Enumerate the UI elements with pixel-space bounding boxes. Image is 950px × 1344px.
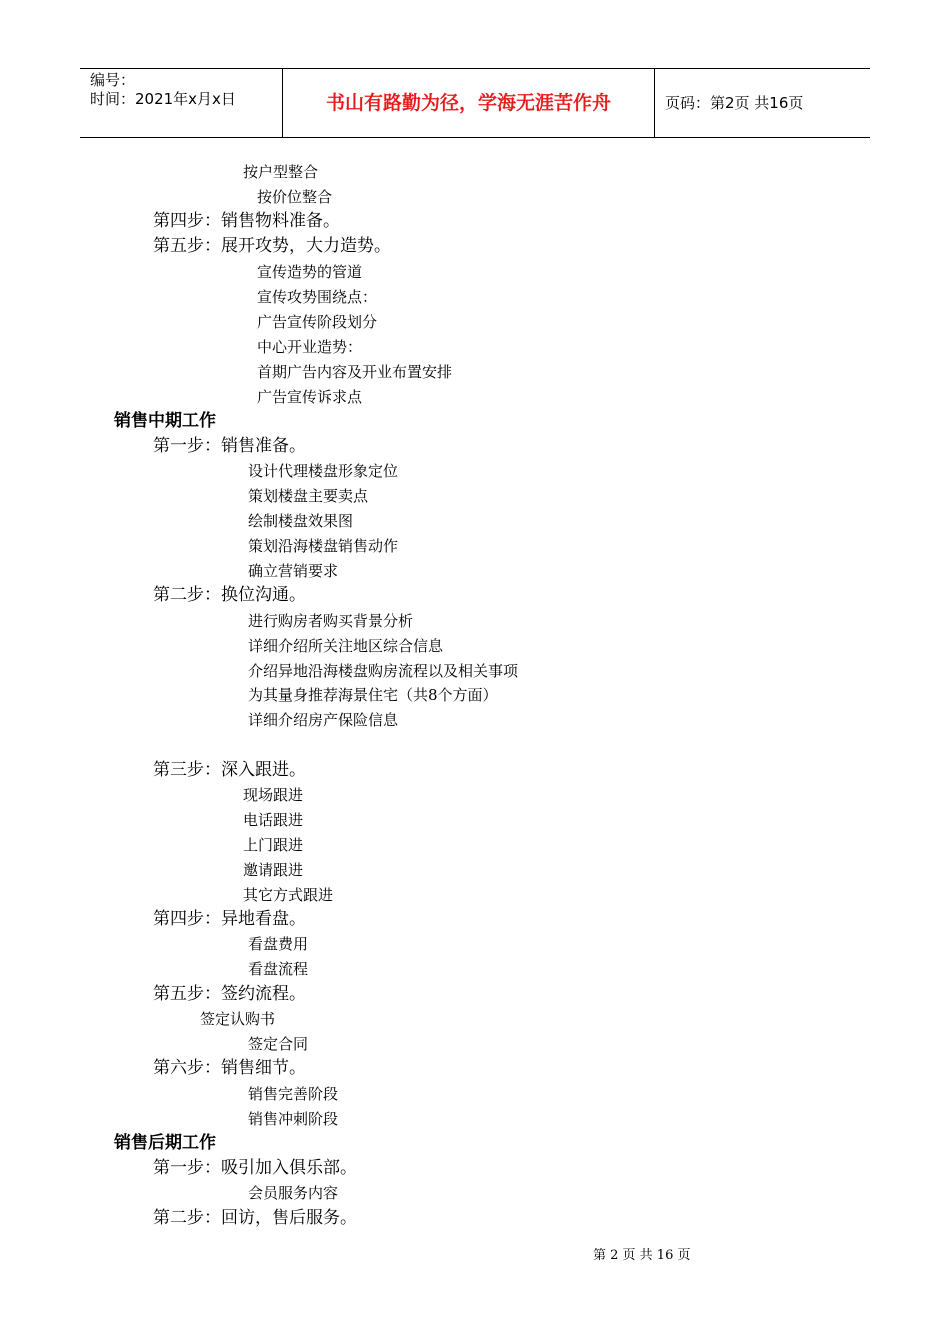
header-meta-cell (80, 69, 283, 137)
sub-item: 宣传攻势围绕点： (257, 288, 378, 306)
sub-item: 上门跟进 (243, 836, 304, 854)
sub-item: 策划沿海楼盘销售动作 (248, 537, 399, 555)
sub-item: 策划楼盘主要卖点 (248, 487, 369, 505)
step-heading: 第一步：销售准备。 (153, 436, 306, 456)
step-heading: 第四步：异地看盘。 (153, 909, 306, 929)
header-page-number: 页码：第2页 共16页 (665, 94, 804, 112)
sub-item: 按户型整合 (243, 163, 319, 181)
sub-item: 宣传造势的管道 (257, 263, 363, 281)
sub-item: 为其量身推荐海景住宅（共8个方面） (248, 686, 498, 704)
sub-item: 确立营销要求 (248, 562, 339, 580)
step-heading: 第二步：换位沟通。 (153, 585, 306, 605)
sub-item: 绘制楼盘效果图 (248, 512, 354, 530)
sub-item: 电话跟进 (243, 811, 304, 829)
sub-item: 销售冲刺阶段 (248, 1110, 339, 1128)
sub-item: 销售完善阶段 (248, 1085, 339, 1103)
sub-item: 签定合同 (248, 1035, 309, 1053)
page-footer: 第 2 页 共 16 页 (593, 1248, 691, 1263)
step-heading: 第五步：签约流程。 (153, 984, 306, 1004)
sub-item: 其它方式跟进 (243, 886, 334, 904)
step-heading: 第一步：吸引加入俱乐部。 (153, 1158, 357, 1178)
document-number-label: 编号： (90, 71, 136, 89)
sub-item: 广告宣传诉求点 (257, 388, 363, 406)
sub-item: 看盘费用 (248, 935, 309, 953)
section-heading: 销售中期工作 (114, 411, 216, 431)
sub-item: 详细介绍房产保险信息 (248, 711, 399, 729)
date-label: 时间：2021年x月x日 (90, 90, 236, 108)
step-heading: 第二步：回访，售后服务。 (153, 1208, 357, 1228)
header-motto: 书山有路勤为径，学海无涯苦作舟 (325, 92, 611, 114)
step-heading: 第三步：深入跟进。 (153, 760, 306, 780)
sub-item: 进行购房者购买背景分析 (248, 612, 414, 630)
step-heading: 第五步：展开攻势，大力造势。 (153, 236, 391, 256)
sub-item: 邀请跟进 (243, 861, 304, 879)
page-header (80, 68, 870, 138)
sub-item: 按价位整合 (257, 188, 333, 206)
sub-item: 详细介绍所关注地区综合信息 (248, 637, 444, 655)
sub-item: 介绍异地沿海楼盘购房流程以及相关事项 (248, 662, 519, 680)
step-heading: 第四步：销售物料准备。 (153, 211, 340, 231)
sub-item: 签定认购书 (200, 1010, 276, 1028)
sub-item: 看盘流程 (248, 960, 309, 978)
sub-item: 设计代理楼盘形象定位 (248, 462, 399, 480)
header-page-cell (655, 69, 870, 137)
sub-item: 首期广告内容及开业布置安排 (257, 363, 453, 381)
sub-item: 广告宣传阶段划分 (257, 313, 378, 331)
sub-item: 现场跟进 (243, 786, 304, 804)
section-heading: 销售后期工作 (114, 1133, 216, 1153)
header-motto-cell (283, 69, 655, 137)
sub-item: 会员服务内容 (248, 1184, 339, 1202)
sub-item: 中心开业造势： (257, 338, 363, 356)
step-heading: 第六步：销售细节。 (153, 1058, 306, 1078)
